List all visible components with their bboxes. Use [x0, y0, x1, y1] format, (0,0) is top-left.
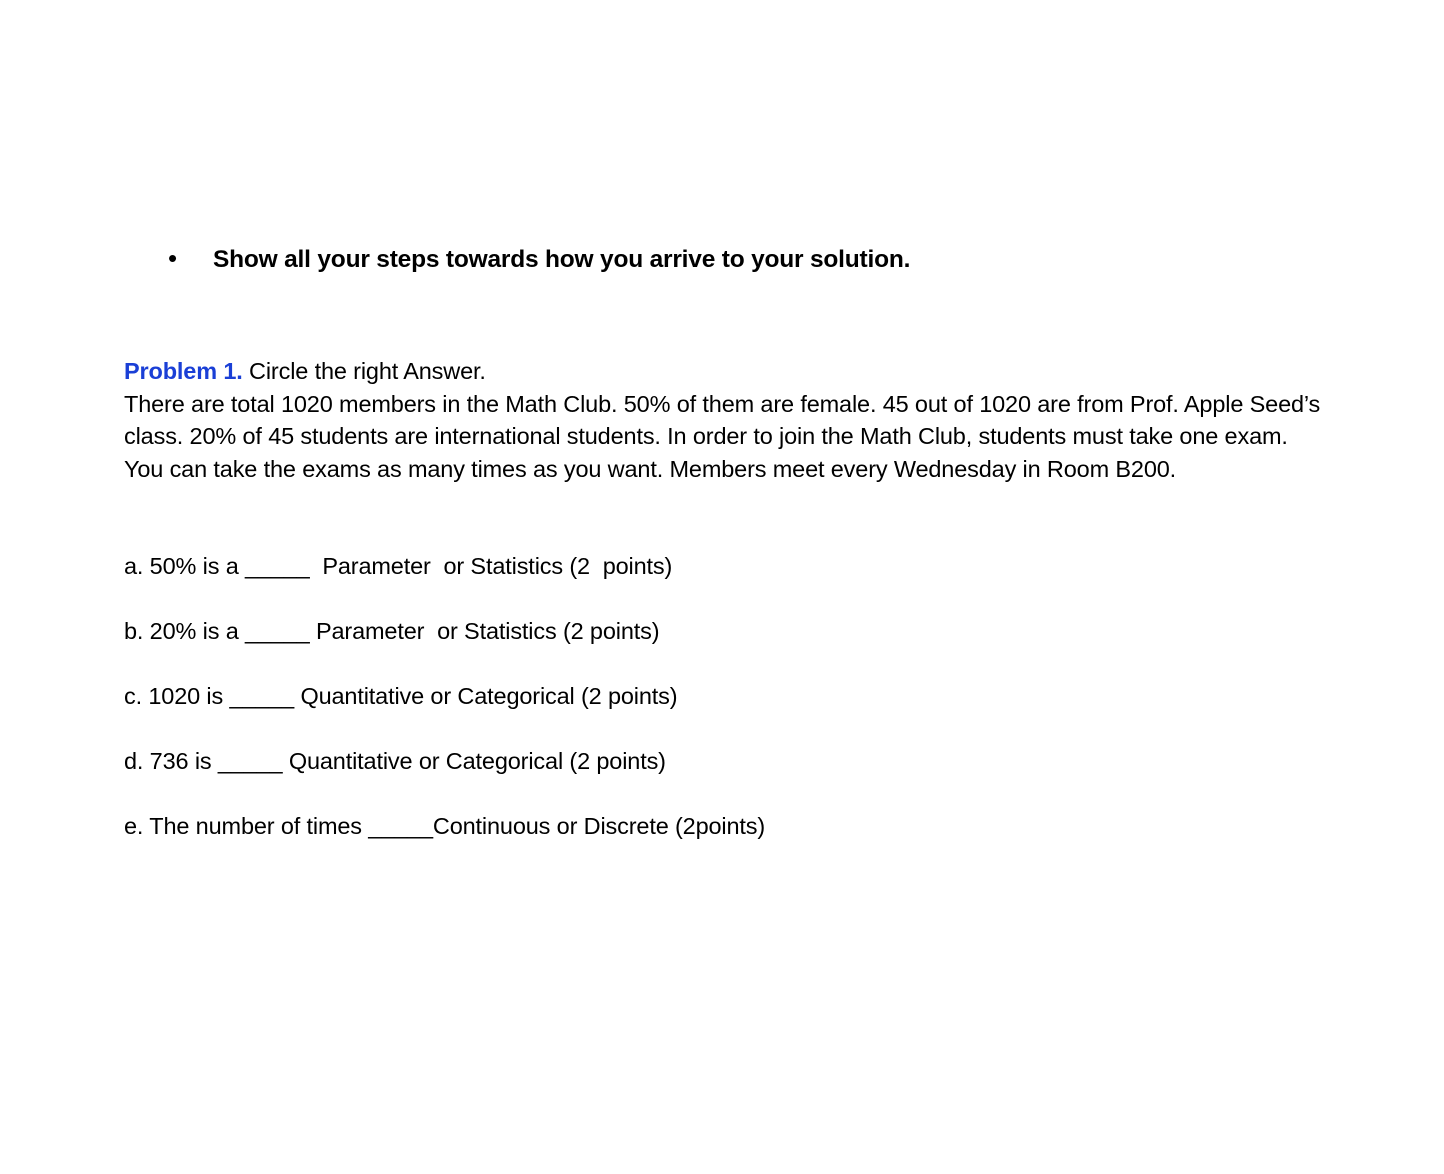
instruction-text: Show all your steps towards how you arrive to your solution.	[213, 246, 911, 273]
problem-prompt: Circle the right Answer.	[242, 358, 486, 384]
question-c: c. 1020 is _____ Quantitative or Categorical (2 points)	[124, 683, 678, 709]
instruction-bullet-item	[168, 242, 910, 276]
question-e: e. The number of times _____Continuous or Discrete (2points)	[124, 813, 766, 839]
question-a: a. 50% is a _____ Parameter or Statistics (2 points)	[124, 553, 673, 579]
problem-heading: Problem 1.	[124, 358, 243, 384]
bullet-icon: •	[168, 243, 178, 273]
question-b: b. 20% is a _____ Parameter or Statistics (2 points)	[124, 618, 660, 644]
question-d: d. 736 is _____ Quantitative or Categorical (2 points)	[124, 748, 666, 774]
problem-1	[124, 355, 1324, 485]
problem-title-line	[124, 355, 1324, 388]
problem-body: There are total 1020 members in the Math Club. 50% of them are female. 45 out of 1020 are from Prof. Apple Seed’s class. 20% of 45 students are international students. In order to join the Math Club, students must take one exam. You can take the exams as many times as you want. Members meet every Wednesday in Room B200.	[124, 390, 1321, 482]
